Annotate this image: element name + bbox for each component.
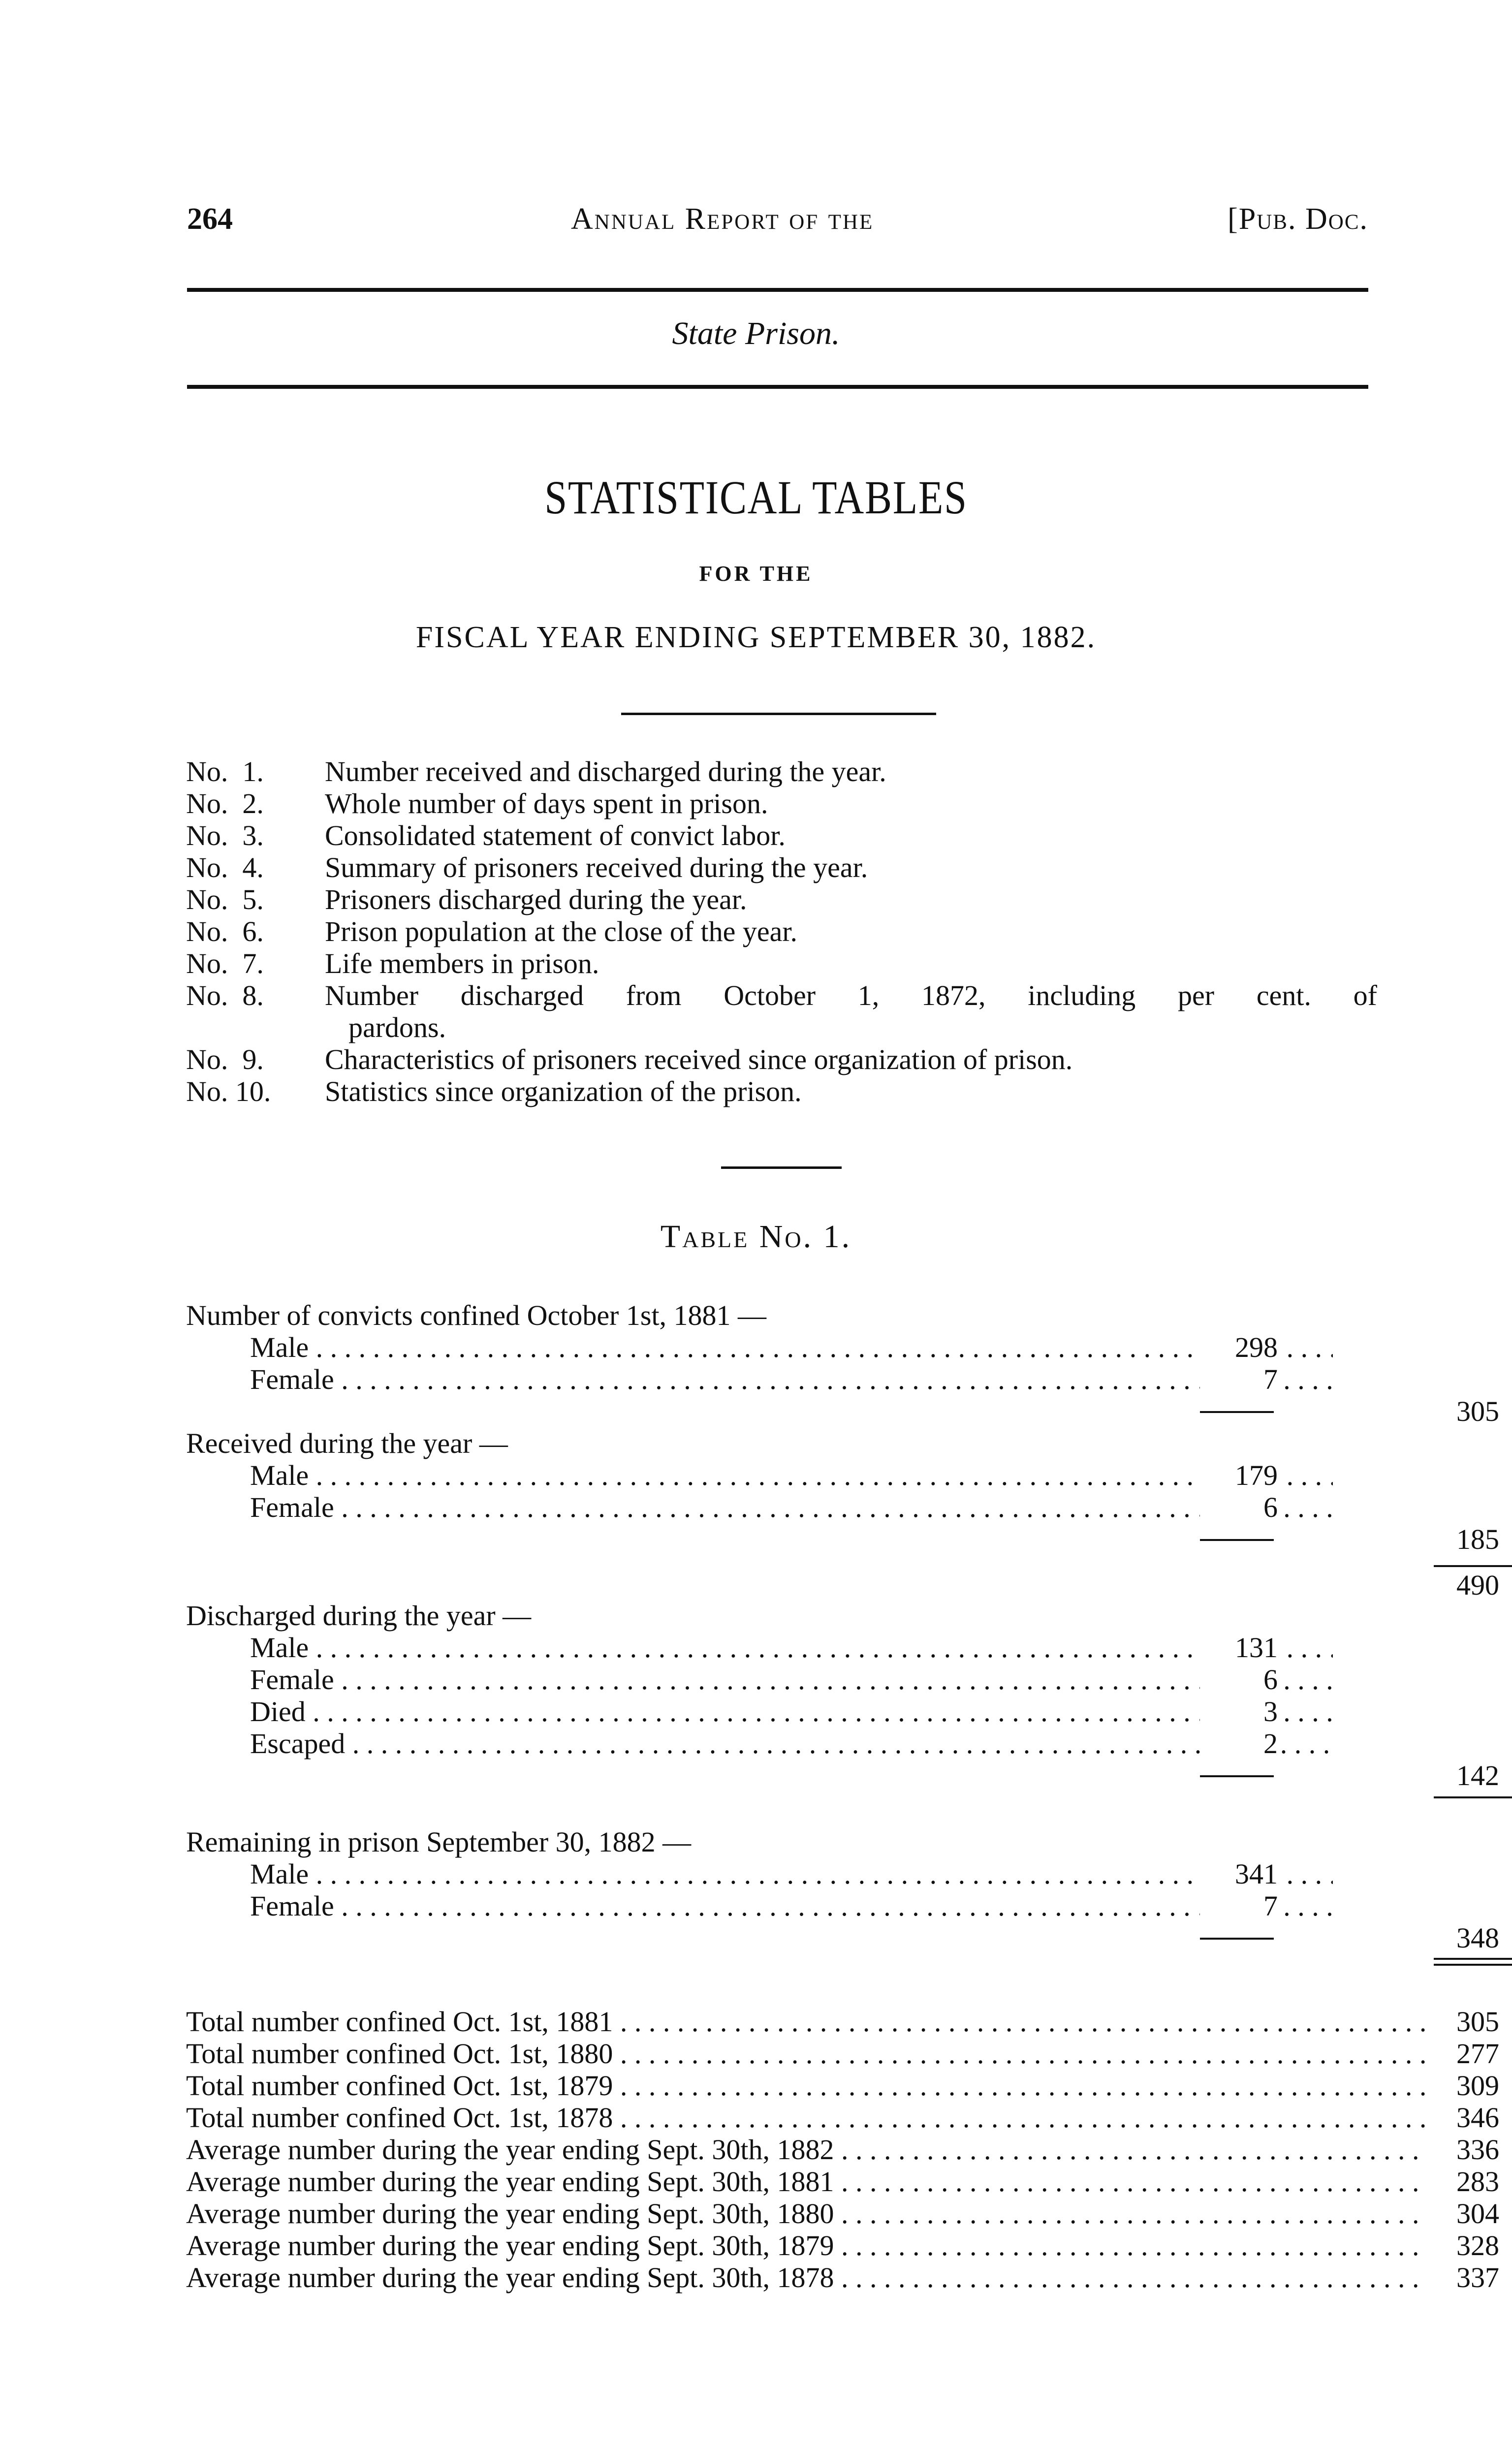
toc-text: Statistics since organization of the prison. bbox=[325, 1075, 802, 1107]
document-label: [Pub. Doc. bbox=[1228, 202, 1368, 236]
toc-text-continued: pardons. bbox=[348, 1011, 446, 1043]
toc-number: No. 8. bbox=[186, 979, 264, 1011]
total-rule bbox=[1434, 1796, 1512, 1798]
subtotal-row bbox=[186, 1922, 1499, 1954]
row-value: 304 bbox=[1426, 2198, 1499, 2230]
subtotal-rule bbox=[1200, 1539, 1274, 1541]
table-row bbox=[186, 1459, 1372, 1491]
table-row bbox=[186, 1696, 1372, 1728]
row-label: Average number during the year ending Sept. 30th, 1878 . . . bbox=[186, 2262, 1457, 2294]
row-label: Average number during the year ending Sept. 30th, 1879 . . . bbox=[186, 2230, 1457, 2262]
toc-item bbox=[186, 787, 1377, 819]
group-label: Remaining in prison September 30, 1882 — bbox=[186, 1826, 692, 1858]
toc-item bbox=[186, 1043, 1377, 1075]
table-row bbox=[186, 1632, 1372, 1664]
row-label: Female . . . bbox=[186, 1664, 1333, 1696]
row-value: 131 bbox=[1200, 1632, 1278, 1664]
toc-number: No. 3. bbox=[186, 819, 264, 851]
header-rule-bottom bbox=[187, 385, 1368, 389]
toc-text: Prisoners discharged during the year. bbox=[325, 883, 747, 915]
spacer-row bbox=[186, 1954, 1372, 1974]
row-value: 346 bbox=[1426, 2102, 1499, 2134]
table-no-1 bbox=[186, 1299, 1499, 1974]
grand-total-row bbox=[186, 1555, 1499, 1601]
row-value: 277 bbox=[1426, 2038, 1499, 2070]
table-row bbox=[186, 1491, 1372, 1523]
row-value: 6 bbox=[1200, 1664, 1278, 1696]
row-value: 179 bbox=[1200, 1459, 1278, 1491]
toc-text: Prison population at the close of the year. bbox=[325, 915, 798, 947]
header-rule-top bbox=[187, 288, 1368, 292]
row-value: 7 bbox=[1200, 1890, 1278, 1922]
table-row bbox=[186, 1728, 1372, 1760]
toc-item bbox=[186, 819, 1377, 851]
toc-number: No. 7. bbox=[186, 947, 264, 979]
table-row bbox=[186, 1363, 1372, 1395]
summary-row bbox=[186, 2006, 1499, 2038]
row-label: Average number during the year ending Sept. 30th, 1882 . . . bbox=[186, 2134, 1457, 2166]
toc-text: Characteristics of prisoners received since organization of prison. bbox=[325, 1043, 1073, 1075]
subtotal-row bbox=[186, 1760, 1499, 1791]
row-label: Total number confined Oct. 1st, 1879 . . . bbox=[186, 2070, 1457, 2102]
toc-number: No. 9. bbox=[186, 1043, 264, 1075]
row-value: 337 bbox=[1426, 2262, 1499, 2294]
toc-text: Life members in prison. bbox=[325, 947, 599, 979]
subtotal-value: 305 bbox=[1426, 1395, 1499, 1427]
toc-number: No. 2. bbox=[186, 787, 264, 819]
summary-list bbox=[186, 2006, 1499, 2294]
subtotal-row bbox=[186, 1523, 1499, 1555]
summary-row bbox=[186, 2198, 1499, 2230]
summary-row bbox=[186, 2102, 1499, 2134]
group-label: Received during the year — bbox=[186, 1427, 508, 1459]
toc-number: No. 5. bbox=[186, 883, 264, 915]
toc-number: No. 6. bbox=[186, 915, 264, 947]
row-value: 336 bbox=[1426, 2134, 1499, 2166]
subtotal-value: 185 bbox=[1426, 1523, 1499, 1555]
row-label: Average number during the year ending Sept. 30th, 1880 . . . bbox=[186, 2198, 1457, 2230]
table-row bbox=[186, 1664, 1372, 1696]
table-row bbox=[186, 1331, 1372, 1363]
section-title: State Prison. bbox=[672, 315, 840, 351]
subtotal-value: 348 bbox=[1426, 1922, 1499, 1954]
row-value: 341 bbox=[1200, 1858, 1278, 1890]
toc-item bbox=[186, 755, 1377, 787]
row-label: Male . . . bbox=[186, 1331, 1333, 1363]
toc-text: Number received and discharged during the year. bbox=[325, 755, 886, 787]
subtotal-rule bbox=[1200, 1775, 1274, 1777]
row-label: Female . . . bbox=[186, 1890, 1333, 1922]
toc-number: No. 4. bbox=[186, 851, 264, 883]
row-value: 3 bbox=[1200, 1696, 1278, 1728]
double-rule bbox=[1434, 1958, 1512, 1966]
row-label: Escaped . . . bbox=[186, 1728, 1333, 1760]
row-label: Total number confined Oct. 1st, 1878 . . . bbox=[186, 2102, 1457, 2134]
row-label: Female . . . bbox=[186, 1491, 1333, 1523]
toc-item bbox=[186, 915, 1377, 947]
row-label: Female . . . bbox=[186, 1363, 1333, 1395]
row-value: 2 bbox=[1200, 1728, 1278, 1760]
table-row bbox=[186, 1858, 1372, 1890]
row-label: Died . . . bbox=[186, 1696, 1333, 1728]
running-header bbox=[187, 197, 1368, 251]
row-label: Total number confined Oct. 1st, 1880 . . . bbox=[186, 2038, 1457, 2070]
main-title: STATISTICAL TABLES bbox=[544, 471, 968, 524]
spacer-row bbox=[186, 1791, 1372, 1826]
toc-item bbox=[186, 851, 1377, 883]
table-heading: Table No. 1. bbox=[660, 1219, 852, 1255]
subtotal-rule bbox=[1200, 1411, 1274, 1413]
toc-number: No. 10. bbox=[186, 1075, 271, 1107]
subtotal-rule bbox=[1200, 1938, 1274, 1940]
summary-row bbox=[186, 2230, 1499, 2262]
toc-item bbox=[186, 947, 1377, 979]
summary-row bbox=[186, 2070, 1499, 2102]
row-value: 283 bbox=[1426, 2166, 1499, 2198]
grand-total-value: 490 bbox=[1426, 1569, 1499, 1601]
row-label: Average number during the year ending Sept. 30th, 1881 . . . bbox=[186, 2166, 1457, 2198]
group-label: Discharged during the year — bbox=[186, 1600, 532, 1632]
fiscal-year-title: FISCAL YEAR ENDING SEPTEMBER 30, 1882. bbox=[415, 621, 1097, 654]
toc-text: Consolidated statement of convict labor. bbox=[325, 819, 786, 851]
table-of-contents bbox=[186, 755, 1377, 1107]
row-value: 7 bbox=[1200, 1363, 1278, 1395]
running-title: Annual Report of the bbox=[571, 202, 874, 236]
row-value: 309 bbox=[1426, 2070, 1499, 2102]
toc-number: No. 1. bbox=[186, 755, 264, 787]
section-divider bbox=[721, 1166, 842, 1169]
table-row bbox=[186, 1890, 1372, 1922]
subtotal-row bbox=[186, 1395, 1499, 1427]
group-label: Number of convicts confined October 1st, 1881 — bbox=[186, 1299, 767, 1331]
summary-row bbox=[186, 2166, 1499, 2198]
toc-text: Whole number of days spent in prison. bbox=[325, 787, 768, 819]
total-rule bbox=[1434, 1565, 1512, 1567]
toc-item bbox=[186, 1075, 1377, 1107]
toc-item bbox=[186, 883, 1377, 915]
summary-row bbox=[186, 2134, 1499, 2166]
toc-text: Number discharged from October 1, 1872, including per cent. of bbox=[325, 979, 1377, 1011]
subtitle-for-the: FOR THE bbox=[699, 562, 813, 586]
row-value: 298 bbox=[1200, 1331, 1278, 1363]
toc-item bbox=[186, 979, 1377, 1011]
row-label: Male . . . bbox=[186, 1459, 1333, 1491]
toc-text: Summary of prisoners received during the year. bbox=[325, 851, 868, 883]
row-label: Male . . . bbox=[186, 1632, 1333, 1664]
summary-row bbox=[186, 2038, 1499, 2070]
row-label: Male . . . bbox=[186, 1858, 1333, 1890]
page-number: 264 bbox=[187, 202, 233, 236]
title-divider bbox=[621, 713, 936, 715]
summary-row bbox=[186, 2262, 1499, 2294]
row-value: 6 bbox=[1200, 1491, 1278, 1523]
row-label: Total number confined Oct. 1st, 1881 . . . bbox=[186, 2006, 1457, 2038]
subtotal-value: 142 bbox=[1426, 1760, 1499, 1791]
row-value: 305 bbox=[1426, 2006, 1499, 2038]
row-value: 328 bbox=[1426, 2230, 1499, 2262]
